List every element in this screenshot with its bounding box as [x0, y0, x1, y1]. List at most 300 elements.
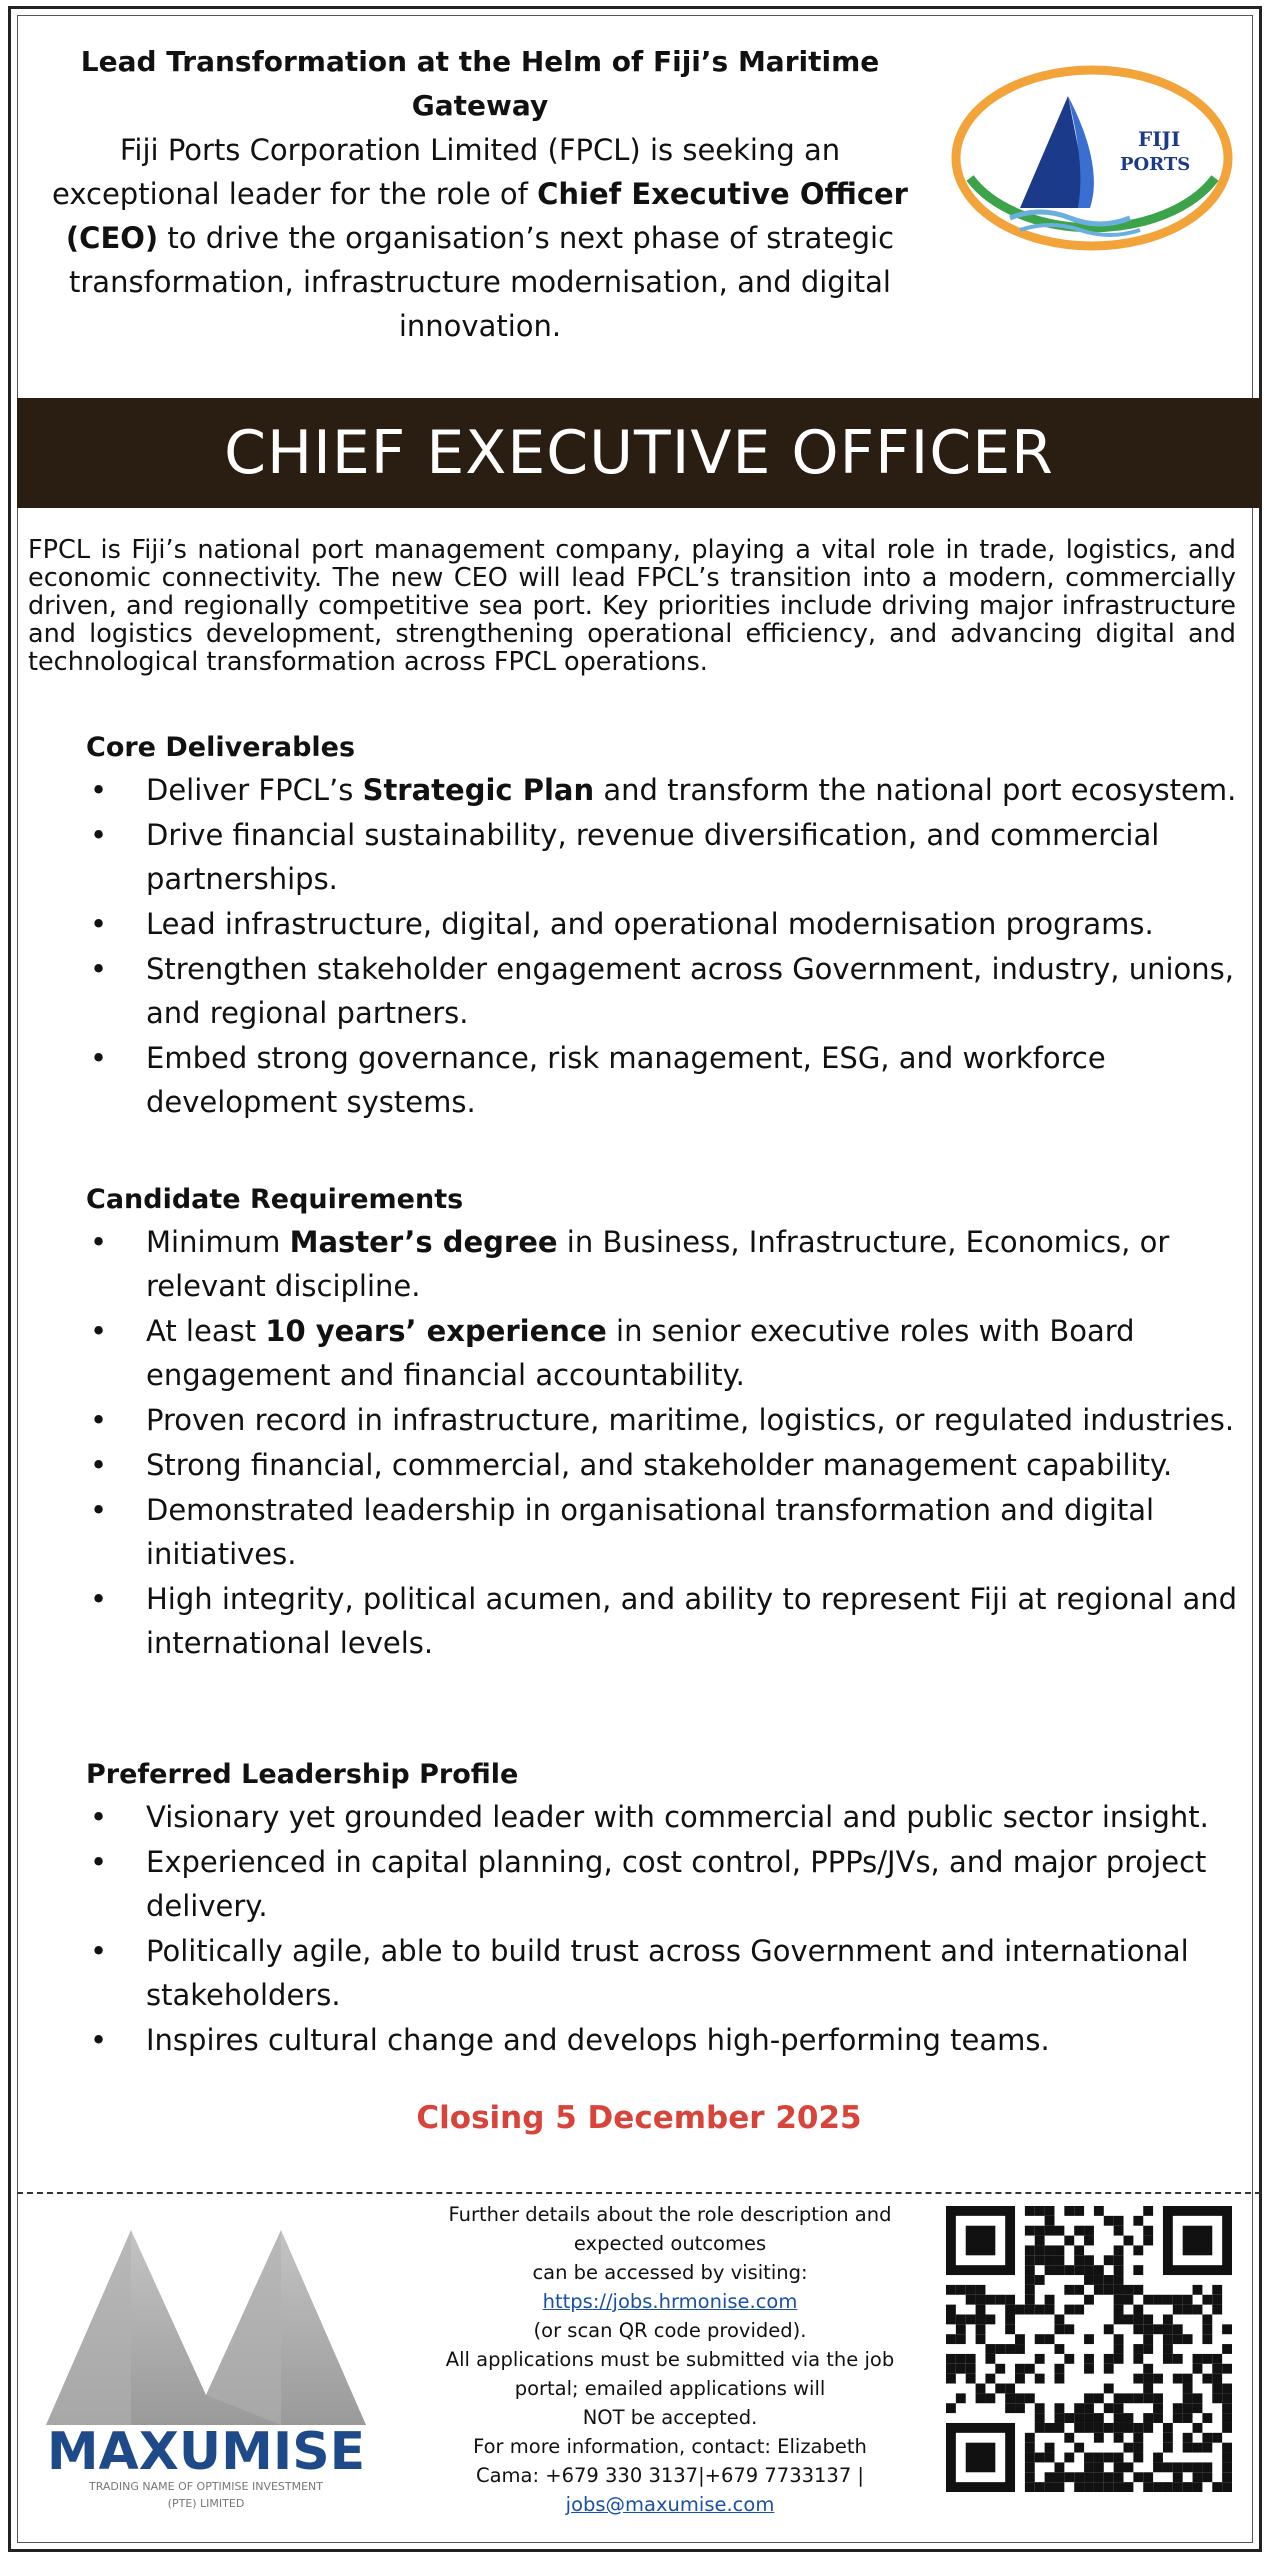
qr-module [1124, 2482, 1134, 2492]
qr-module [1222, 2453, 1232, 2463]
qr-module [1045, 2295, 1055, 2305]
qr-module [1025, 2295, 1035, 2305]
qr-module [1153, 2403, 1163, 2413]
qr-module [1035, 2413, 1045, 2423]
qr-module [1212, 2384, 1222, 2394]
list-item-text: in senior executive roles with Board engagement and financial accountability. [146, 1314, 1135, 1392]
qr-module [1163, 2482, 1173, 2492]
qr-module [1104, 2354, 1114, 2364]
qr-module [1054, 2324, 1064, 2334]
qr-module [1212, 2285, 1222, 2295]
qr-module [1193, 2403, 1203, 2413]
qr-module [985, 2354, 995, 2364]
qr-module [1104, 2364, 1114, 2374]
core-list [86, 768, 1246, 1124]
qr-module [1193, 2285, 1203, 2295]
footer-line: expected outcomes [573, 2232, 767, 2255]
qr-module [1074, 2305, 1084, 2315]
qr-module [1143, 2364, 1153, 2374]
header-block [40, 40, 920, 348]
core-heading: Core Deliverables [86, 732, 356, 763]
qr-module [1074, 2423, 1084, 2433]
qr-module [1193, 2472, 1203, 2482]
qr-module [1104, 2324, 1114, 2334]
qr-module [1025, 2482, 1035, 2492]
bullet-icon: • [90, 818, 108, 852]
qr-module [1104, 2482, 1114, 2492]
qr-module [1074, 2206, 1084, 2216]
qr-module [1114, 2482, 1124, 2492]
qr-module [1005, 2295, 1015, 2305]
maxumise-logo [36, 2215, 376, 2515]
qr-module [1193, 2393, 1203, 2403]
qr-module [1114, 2314, 1124, 2324]
qr-module [1114, 2295, 1124, 2305]
qr-module [1163, 2295, 1173, 2305]
list-item-text: Lead infrastructure, digital, and operational modernisation programs. [146, 907, 1154, 941]
qr-module [1084, 2354, 1094, 2364]
qr-module [1124, 2393, 1134, 2403]
qr-module [1035, 2255, 1045, 2265]
qr-module [1222, 2413, 1232, 2423]
qr-module [1074, 2472, 1084, 2482]
qr-module [1074, 2265, 1084, 2275]
qr-module [1143, 2374, 1153, 2384]
qr-module [995, 2384, 1005, 2394]
qr-module [1064, 2206, 1074, 2216]
qr-module [1094, 2285, 1104, 2295]
list-item [86, 1488, 1246, 1576]
qr-module [1094, 2206, 1104, 2216]
qr-module [1035, 2305, 1045, 2315]
footer-line: portal; emailed applications will [514, 2377, 826, 2400]
qr-module [1054, 2314, 1064, 2324]
qr-module [1084, 2265, 1094, 2275]
intro-paragraph: FPCL is Fiji’s national port management company, playing a vital role in trade, logistics, and economic connectivity. The new CEO will lead FPCL’s transition into a modern, commercially driven, and regionally competitive sea port. Key priorities include driving major infrastructure and logistics development, strengthening operational efficiency, and advancing digital and technological transformation across FPCL operations. [28, 535, 1236, 677]
profile-heading: Preferred Leadership Profile [86, 1759, 519, 1790]
qr-module [1084, 2482, 1094, 2492]
qr-module [1143, 2295, 1153, 2305]
qr-module [1124, 2236, 1134, 2246]
qr-module [976, 2285, 986, 2295]
qr-module [1222, 2324, 1232, 2334]
list-item [86, 2018, 1246, 2062]
footer-line: All applications must be submitted via the job [445, 2348, 895, 2371]
qr-module [1183, 2384, 1193, 2394]
qr-module [1202, 2433, 1212, 2443]
qr-module [1212, 2354, 1222, 2364]
list-item-text: Strong financial, commercial, and stakeholder management capability. [146, 1448, 1173, 1482]
list-item-text: Strengthen stakeholder engagement across Government, industry, unions, and regional partners. [146, 952, 1234, 1030]
qr-module [1202, 2314, 1212, 2324]
maxumise-tagline-2: (PTE) LIMITED [167, 2497, 245, 2510]
qr-module [1084, 2393, 1094, 2403]
qr-module [1045, 2255, 1055, 2265]
qr-module [1153, 2295, 1163, 2305]
qr-module [1143, 2413, 1153, 2423]
qr-module [1183, 2403, 1193, 2413]
qr-module [976, 2324, 986, 2334]
qr-module [1183, 2443, 1193, 2453]
qr-module [1094, 2423, 1104, 2433]
qr-module [1045, 2245, 1055, 2255]
qr-module [956, 2285, 966, 2295]
qr-module [1094, 2265, 1104, 2275]
qr-module [1193, 2364, 1203, 2374]
qr-module [1084, 2453, 1094, 2463]
qr-module [1035, 2482, 1045, 2492]
qr-module [1173, 2295, 1183, 2305]
qr-module [1025, 2393, 1035, 2403]
qr-module [1133, 2433, 1143, 2443]
qr-module [1163, 2423, 1173, 2433]
qr-module [956, 2354, 966, 2364]
list-item-text: At least [146, 1314, 266, 1348]
qr-module [1183, 2295, 1193, 2305]
qr-module [1133, 2245, 1143, 2255]
qr-module [1064, 2453, 1074, 2463]
list-item [86, 1036, 1246, 1124]
qr-module [1183, 2393, 1193, 2403]
qr-module [1084, 2403, 1094, 2413]
qr-module [1074, 2285, 1084, 2295]
qr-module [1094, 2433, 1104, 2443]
qr-module [1035, 2453, 1045, 2463]
qr-module [1114, 2216, 1124, 2226]
qr-module [1084, 2364, 1094, 2374]
qr-module [1064, 2285, 1074, 2295]
qr-module [946, 2285, 956, 2295]
footer-line: NOT be accepted. [582, 2406, 758, 2429]
qr-module [1054, 2423, 1064, 2433]
qr-module [976, 2314, 986, 2324]
list-item-emphasis: 10 years’ experience [265, 1314, 607, 1348]
qr-module [1183, 2433, 1193, 2443]
qr-module [1193, 2354, 1203, 2364]
qr-module [1094, 2413, 1104, 2423]
qr-module [1183, 2413, 1193, 2423]
qr-module [1084, 2472, 1094, 2482]
qr-module [1222, 2482, 1232, 2492]
qr-module [1124, 2285, 1134, 2295]
qr-module [1084, 2275, 1094, 2285]
qr-module [1163, 2324, 1173, 2334]
qr-module [1163, 2433, 1173, 2443]
footer-line: (or scan QR code provided). [533, 2319, 807, 2342]
qr-module [1183, 2482, 1193, 2492]
qr-module [985, 2374, 995, 2384]
qr-module [956, 2334, 966, 2344]
header-intro-text-end: to drive the organisation’s next phase of strategic transformation, infrastructure modernisation, and digital innovation. [69, 221, 895, 343]
qr-module [1054, 2226, 1064, 2236]
qr-module [1153, 2393, 1163, 2403]
qr-module [1202, 2413, 1212, 2423]
qr-module [1133, 2265, 1143, 2275]
qr-module [1025, 2364, 1035, 2374]
qr-module [1212, 2433, 1222, 2443]
qr-finder-center [966, 2226, 996, 2256]
list-item-text: Demonstrated leadership in organisational transformation and digital initiatives. [146, 1493, 1155, 1571]
qr-module [1133, 2374, 1143, 2384]
qr-module [1114, 2462, 1124, 2472]
qr-module [1153, 2324, 1163, 2334]
qr-module [1114, 2275, 1124, 2285]
list-item [86, 1795, 1246, 1839]
qr-module [1222, 2384, 1232, 2394]
qr-module [1202, 2374, 1212, 2384]
qr-module [946, 2354, 956, 2364]
qr-module [1064, 2354, 1074, 2364]
qr-module [1183, 2305, 1193, 2315]
bullet-icon: • [90, 1493, 108, 1527]
qr-module [1153, 2453, 1163, 2463]
qr-module [1163, 2334, 1173, 2344]
qr-module [1114, 2265, 1124, 2275]
qr-module [1124, 2295, 1134, 2305]
qr-module [1025, 2433, 1035, 2443]
qr-module [1074, 2482, 1084, 2492]
qr-module [1064, 2265, 1074, 2275]
qr-module [1025, 2206, 1035, 2216]
qr-module [966, 2354, 976, 2364]
qr-module [1133, 2354, 1143, 2364]
qr-module [1074, 2245, 1084, 2255]
qr-module [946, 2403, 956, 2413]
qr-code[interactable] [946, 2206, 1232, 2492]
qr-module [1064, 2324, 1074, 2334]
mountain-shade-icon-2 [206, 2230, 281, 2425]
footer-line: Further details about the role description and [448, 2203, 892, 2226]
bullet-icon: • [90, 1448, 108, 1482]
qr-module [1193, 2462, 1203, 2472]
qr-module [1173, 2324, 1183, 2334]
qr-module [1074, 2403, 1084, 2413]
qr-module [1114, 2433, 1124, 2443]
list-item-text: Experienced in capital planning, cost control, PPPs/JVs, and major project delivery. [146, 1845, 1207, 1923]
qr-module [966, 2374, 976, 2384]
qr-module [1054, 2462, 1064, 2472]
qr-module [1005, 2403, 1015, 2413]
qr-module [1183, 2374, 1193, 2384]
qr-module [1005, 2384, 1015, 2394]
qr-module [1153, 2374, 1163, 2384]
qr-module [1025, 2255, 1035, 2265]
qr-module [1222, 2423, 1232, 2433]
qr-module [1045, 2305, 1055, 2315]
qr-module [1143, 2206, 1153, 2216]
qr-module [1045, 2423, 1055, 2433]
qr-module [1114, 2354, 1124, 2364]
qr-module [946, 2374, 956, 2384]
qr-module [1193, 2482, 1203, 2492]
list-item [86, 1398, 1246, 1442]
qr-module [985, 2393, 995, 2403]
list-item-text: Minimum [146, 1225, 290, 1259]
qr-module [1054, 2403, 1064, 2413]
jobs-portal-link[interactable]: https://jobs.hrmonise.com [542, 2290, 798, 2313]
qr-module [1114, 2344, 1124, 2354]
qr-module [1124, 2413, 1134, 2423]
qr-module [1035, 2334, 1045, 2344]
qr-module [1114, 2226, 1124, 2236]
list-item-text: High integrity, political acumen, and ability to represent Fiji at regional and international levels. [146, 1582, 1237, 1660]
qr-module [1015, 2344, 1025, 2354]
leadership-profile [86, 1755, 1246, 2063]
bullet-icon: • [90, 1934, 108, 1968]
qr-module [1035, 2206, 1045, 2216]
qr-module [1133, 2443, 1143, 2453]
requirements-heading: Candidate Requirements [86, 1184, 464, 1215]
qr-module [1035, 2403, 1045, 2413]
bullet-icon: • [90, 1403, 108, 1437]
list-item [86, 1309, 1246, 1397]
qr-module [1143, 2324, 1153, 2334]
footer-info [410, 2200, 930, 2519]
qr-module [1064, 2305, 1074, 2315]
footer-line: Cama: +679 330 3137|+679 7733137 | [475, 2464, 865, 2487]
qr-module [1035, 2374, 1045, 2384]
qr-module [1074, 2255, 1084, 2265]
qr-module [1025, 2453, 1035, 2463]
qr-module [1202, 2443, 1212, 2453]
qr-module [1133, 2423, 1143, 2433]
qr-module [1045, 2265, 1055, 2275]
qr-module [985, 2314, 995, 2324]
qr-module [1202, 2295, 1212, 2305]
qr-module [1025, 2226, 1035, 2236]
qr-module [946, 2305, 956, 2315]
qr-module [1212, 2364, 1222, 2374]
qr-module [1173, 2403, 1183, 2413]
headline: Lead Transformation at the Helm of Fiji’s Maritime Gateway [80, 45, 880, 122]
qr-module [1054, 2255, 1064, 2265]
list-item-text: Drive financial sustainability, revenue diversification, and commercial partnerships. [146, 818, 1160, 896]
qr-module [966, 2285, 976, 2295]
qr-module [1133, 2314, 1143, 2324]
qr-module [1074, 2443, 1084, 2453]
qr-module [956, 2364, 966, 2374]
qr-module [1133, 2393, 1143, 2403]
footer-divider [17, 2192, 1261, 2194]
footer-line: can be accessed by visiting: [532, 2261, 808, 2284]
qr-module [1064, 2236, 1074, 2246]
qr-module [1193, 2423, 1203, 2433]
qr-module [1173, 2334, 1183, 2344]
qr-module [966, 2364, 976, 2374]
qr-module [1084, 2334, 1094, 2344]
bullet-icon: • [90, 2023, 108, 2057]
list-item-text: and transform the national port ecosystem. [594, 773, 1237, 807]
qr-module [1035, 2354, 1045, 2364]
qr-module [1114, 2393, 1124, 2403]
qr-module [985, 2344, 995, 2354]
qr-module [1114, 2453, 1124, 2463]
qr-module [1202, 2354, 1212, 2364]
qr-module [1222, 2462, 1232, 2472]
qr-module [1025, 2245, 1035, 2255]
qr-module [1143, 2344, 1153, 2354]
qr-module [1104, 2255, 1114, 2265]
qr-module [1064, 2433, 1074, 2443]
qr-module [1094, 2275, 1104, 2285]
list-item [86, 1929, 1246, 2017]
qr-module [1064, 2413, 1074, 2423]
bullet-icon: • [90, 773, 108, 807]
qr-module [946, 2314, 956, 2324]
logo-text-ports: PORTS [1120, 154, 1191, 175]
qr-module [1143, 2423, 1153, 2433]
contact-email-link[interactable]: jobs@maxumise.com [565, 2493, 775, 2516]
qr-module [1104, 2216, 1114, 2226]
bullet-icon: • [90, 1582, 108, 1616]
qr-module [1114, 2413, 1124, 2423]
title-banner: CHIEF EXECUTIVE OFFICER [17, 398, 1261, 508]
qr-module [1183, 2462, 1193, 2472]
qr-module [1133, 2344, 1143, 2354]
maxumise-tagline: TRADING NAME OF OPTIMISE INVESTMENT [88, 2480, 324, 2493]
qr-module [1015, 2364, 1025, 2374]
bullet-icon: • [90, 1225, 108, 1259]
bullet-icon: • [90, 1041, 108, 1075]
qr-module [1054, 2245, 1064, 2255]
qr-module [1163, 2354, 1173, 2364]
qr-module [1124, 2423, 1134, 2433]
qr-module [1222, 2364, 1232, 2374]
list-item [86, 947, 1246, 1035]
list-item [86, 902, 1246, 946]
qr-module [946, 2334, 956, 2344]
qr-module [1143, 2393, 1153, 2403]
bullet-icon: • [90, 1800, 108, 1834]
qr-module [1104, 2453, 1114, 2463]
qr-module [1054, 2265, 1064, 2275]
qr-module [1222, 2393, 1232, 2403]
qr-module [1035, 2275, 1045, 2285]
qr-module [1143, 2384, 1153, 2394]
qr-module [1212, 2305, 1222, 2315]
qr-module [956, 2393, 966, 2403]
qr-module [1054, 2482, 1064, 2492]
footer-line: For more information, contact: Elizabeth [473, 2435, 867, 2458]
qr-module [1015, 2374, 1025, 2384]
qr-module [1222, 2443, 1232, 2453]
qr-module [1084, 2462, 1094, 2472]
qr-module [1005, 2305, 1015, 2315]
candidate-requirements [86, 1180, 1246, 1666]
qr-module [956, 2314, 966, 2324]
qr-module [1005, 2393, 1015, 2403]
qr-module [1133, 2216, 1143, 2226]
qr-module [966, 2314, 976, 2324]
list-item-text: in Business, Infrastructure, Economics, or relevant discipline. [146, 1225, 1170, 1303]
qr-module [995, 2364, 1005, 2374]
qr-module [1094, 2472, 1104, 2482]
qr-module [1104, 2384, 1114, 2394]
qr-module [1054, 2413, 1064, 2423]
qr-module [1094, 2462, 1104, 2472]
qr-module [1054, 2344, 1064, 2354]
mountain-shade-icon [46, 2230, 131, 2425]
list-item-text: Deliver FPCL’s [146, 773, 363, 807]
qr-module [1045, 2453, 1055, 2463]
qr-module [995, 2344, 1005, 2354]
qr-finder-center [966, 2443, 996, 2473]
qr-module [1193, 2305, 1203, 2315]
qr-module [1212, 2482, 1222, 2492]
header-intro-text: Fiji Ports Corporation Limited (FPCL) is seeking an exceptional leader for the role of [52, 133, 841, 211]
bullet-icon: • [90, 1845, 108, 1879]
qr-module [1163, 2344, 1173, 2354]
